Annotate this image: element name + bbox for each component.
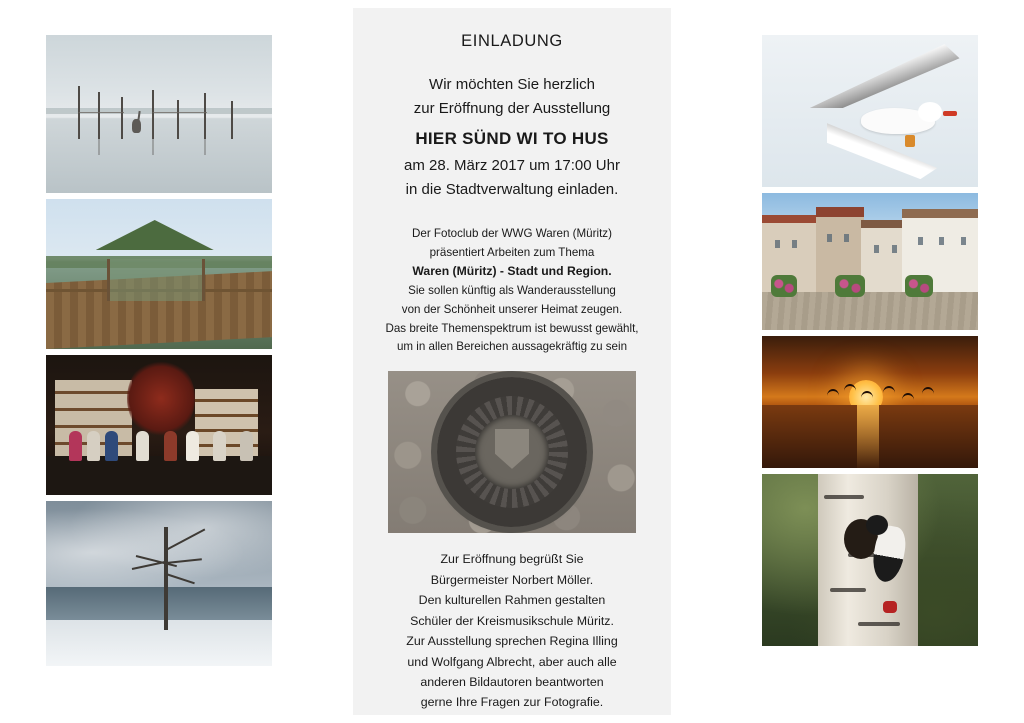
fishing-net	[78, 112, 124, 139]
pavilion-body	[107, 259, 205, 301]
closing-line-1: Zur Eröffnung begrüßt Sie	[440, 552, 584, 567]
window	[792, 240, 797, 248]
market-square-pavement	[762, 292, 978, 330]
window	[827, 234, 832, 242]
crane-bird	[883, 386, 895, 393]
ground	[46, 456, 272, 495]
body-line-5: Das breite Themenspektrum ist bewusst gewählt,	[385, 321, 639, 335]
body-theme-bold: Waren (Müritz) - Stadt und Region.	[412, 264, 612, 279]
invitation-heading: EINLADUNG	[461, 32, 563, 50]
heron-bird	[132, 119, 141, 133]
body-line-1: Der Fotoclub der WWG Waren (Müritz)	[412, 226, 612, 240]
closing-line-5: Zur Ausstellung sprechen Regina Illing	[406, 634, 618, 649]
pole-reflection	[152, 139, 154, 155]
crane-bird	[861, 391, 873, 398]
closing-line-6: und Wolfgang Albrecht, aber auch alle	[407, 654, 617, 669]
costumed-figure	[186, 431, 199, 461]
body-line-4: von der Schönheit unserer Heimat zeugen.	[401, 302, 623, 316]
window	[918, 237, 923, 245]
gull-head	[918, 102, 942, 122]
gull-upper-wing	[810, 44, 960, 108]
sun-reflection	[857, 405, 879, 468]
costumed-figure	[105, 431, 118, 461]
flower-planter	[771, 275, 797, 297]
invitation-panel	[353, 8, 671, 715]
bare-tree-trunk	[164, 527, 168, 629]
bark-mark	[830, 588, 866, 592]
invitation-venue: in die Stadtverwaltung einladen.	[405, 181, 619, 199]
fishing-net	[152, 112, 207, 139]
body-line-2: präsentiert Arbeiten zum Thema	[429, 245, 595, 259]
window	[874, 245, 879, 253]
flower-planter	[835, 275, 865, 297]
manhole-scene	[388, 371, 636, 533]
cold-sea	[46, 587, 272, 623]
lake-pavilion-photo	[46, 199, 272, 349]
closing-line-4: Schüler der Kreismusikschule Müritz.	[410, 613, 614, 628]
net-pole	[231, 101, 233, 139]
window	[844, 234, 849, 242]
flower-planter	[905, 275, 933, 297]
invitation-intro-line-1: Wir möchten Sie herzlich	[429, 76, 595, 93]
storm-clouds	[46, 501, 272, 587]
red-lit-tree	[127, 358, 195, 439]
sunset-lake-photo	[762, 336, 978, 468]
costumed-figure	[240, 431, 253, 461]
body-line-3: Sie sollen künftig als Wanderausstellung	[408, 284, 616, 298]
costumed-figure	[164, 431, 177, 461]
closing-line-7: anderen Bildautoren beantworten	[420, 674, 604, 689]
right-photo-column	[762, 35, 978, 646]
pole-reflection	[204, 139, 206, 155]
window	[892, 245, 897, 253]
pole-reflection	[98, 139, 100, 155]
town-building	[861, 220, 904, 299]
woodpecker-red-patch	[883, 601, 897, 613]
bark-mark	[858, 622, 900, 626]
left-photo-column	[46, 35, 272, 666]
gull-beak	[943, 111, 957, 116]
flying-seagull-photo	[762, 35, 978, 187]
closing-line-2: Bürgermeister Norbert Möller.	[430, 572, 594, 587]
bark-mark	[824, 495, 864, 499]
spacer	[371, 203, 653, 225]
woodpecker-head	[866, 515, 888, 535]
ice-shore	[46, 620, 272, 666]
crane-bird	[922, 387, 934, 394]
closing-line-8: gerne Ihre Fragen zur Fotografie.	[420, 695, 604, 710]
manhole-cover-photo	[388, 371, 636, 533]
historic-night-scene-photo	[46, 355, 272, 495]
costumed-figure	[136, 431, 149, 461]
pavilion-roof	[96, 220, 214, 250]
window	[775, 240, 780, 248]
woodpecker-photo	[762, 474, 978, 646]
window	[939, 237, 944, 245]
invitation-intro-line-2: zur Eröffnung der Ausstellung	[413, 100, 611, 118]
gull-legs	[905, 135, 915, 147]
crane-bird	[902, 393, 914, 400]
invitation-date-time: am 28. März 2017 um 17:00 Uhr	[404, 157, 620, 175]
costumed-figure	[213, 431, 226, 461]
exhibition-title: HIER SÜND WI TO HUS	[415, 128, 609, 148]
closing-line-3: Den kulturellen Rahmen gestalten	[418, 593, 606, 608]
town-square-photo	[762, 193, 978, 330]
winter-shore-photo	[46, 501, 272, 666]
window	[961, 237, 966, 245]
costumed-figure	[69, 431, 82, 461]
body-line-6: um in allen Bereichen aussagekräftig zu sein	[396, 340, 628, 354]
crane-bird	[827, 389, 839, 396]
costumed-figure	[87, 431, 100, 461]
misty-lake-photo	[46, 35, 272, 193]
